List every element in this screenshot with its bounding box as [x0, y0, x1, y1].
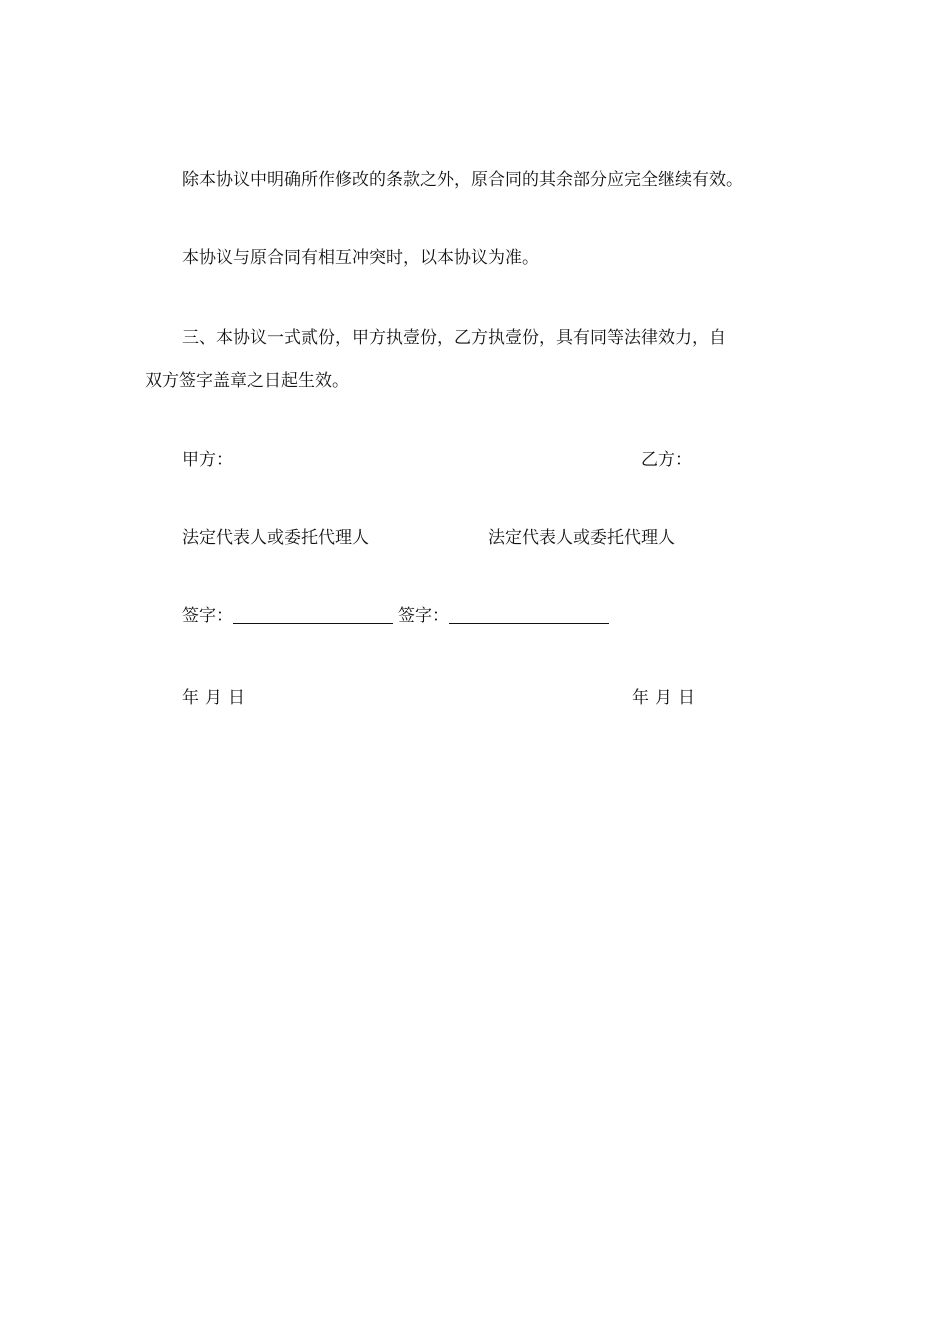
party-b-label: 乙方： — [641, 450, 692, 470]
signature-label-a: 签字： — [182, 606, 233, 626]
clause-conflict-precedence: 本协议与原合同有相互冲突时，以本协议为准。 — [182, 248, 539, 268]
party-b-representative-label: 法定代表人或委托代理人 — [488, 528, 675, 548]
clause-copies-line-2: 双方签字盖章之日起生效。 — [145, 371, 349, 391]
party-a-representative-label: 法定代表人或委托代理人 — [182, 528, 369, 548]
clause-remaining-valid: 除本协议中明确所作修改的条款之外，原合同的其余部分应完全继续有效。 — [182, 170, 743, 190]
clause-copies-line-1: 三、本协议一式贰份，甲方执壹份，乙方执壹份，具有同等法律效力，自 — [182, 328, 726, 348]
date-b-day: 日 — [678, 688, 695, 708]
party-a-label: 甲方： — [182, 450, 233, 470]
signature-blank-a[interactable] — [233, 607, 393, 624]
date-a-year: 年 — [182, 688, 199, 708]
date-a-month: 月 — [205, 688, 222, 708]
signature-blank-b[interactable] — [449, 607, 609, 624]
date-party-a — [182, 688, 245, 708]
signature-label-b: 签字： — [398, 606, 449, 626]
date-a-day: 日 — [228, 688, 245, 708]
signature-row — [182, 606, 614, 626]
date-party-b — [632, 688, 695, 708]
date-b-year: 年 — [632, 688, 649, 708]
date-b-month: 月 — [655, 688, 672, 708]
